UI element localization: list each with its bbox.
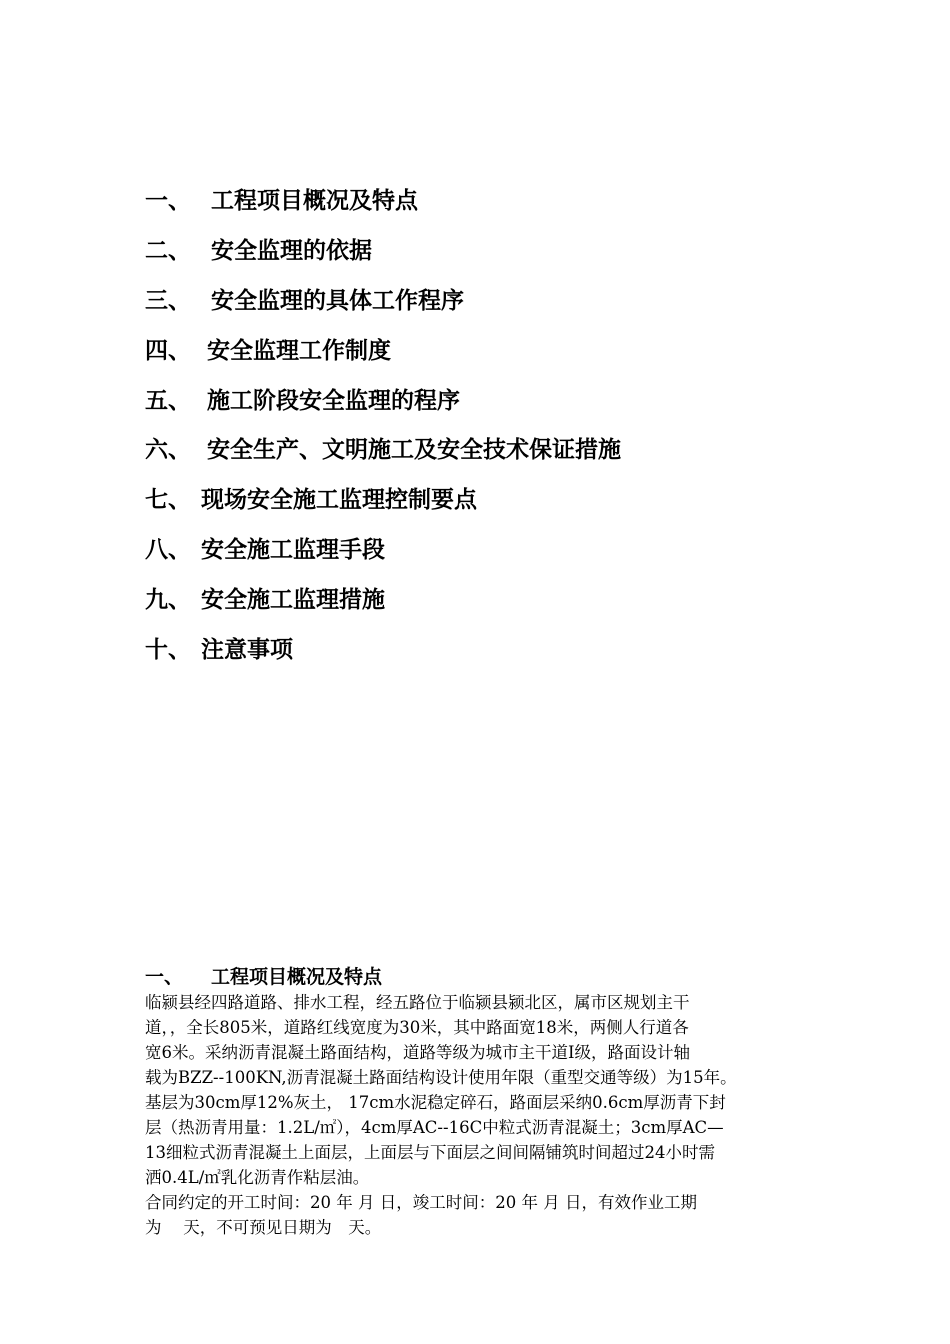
toc-number: 六、: [145, 437, 191, 464]
paragraph-line: 层（热沥青用量：1.2L/㎡），4cm厚AC--16C中粒式沥青混凝土；3cm厚AC—: [145, 1118, 724, 1137]
toc-text: 安全监理的具体工作程序: [211, 287, 464, 314]
paragraph-line: 13细粒式沥青混凝土上面层，上面层与下面层之间间隔铺筑时间超过24小时需: [145, 1143, 715, 1162]
toc-item: [145, 373, 845, 423]
toc-text: 安全监理工作制度: [207, 337, 391, 364]
toc-number: 一、: [145, 188, 191, 215]
section-heading-text: 工程项目概况及特点: [211, 966, 383, 988]
section-project-overview: [145, 964, 825, 1240]
toc-text: 安全监理的依据: [211, 238, 372, 265]
toc-item: [145, 622, 845, 672]
toc-item: [145, 274, 845, 324]
toc-number: 二、: [145, 238, 191, 265]
toc-text: 工程项目概况及特点: [211, 188, 418, 215]
toc-text: 安全生产、文明施工及安全技术保证措施: [207, 437, 621, 464]
toc-text: 安全施工监理手段: [201, 536, 385, 563]
paragraph-line: 为 天，不可预见日期为 天。: [145, 1218, 382, 1237]
toc-item: [145, 224, 845, 274]
section-heading-number: 一、: [145, 966, 184, 988]
paragraph-line: 合同约定的开工时间：20 年 月 日，竣工时间：20 年 月 日，有效作业工期: [145, 1193, 697, 1212]
toc-item: [145, 523, 845, 573]
paragraph-line: 载为BZZ--100KN,沥青混凝土路面结构设计使用年限（重型交通等级）为15年。: [145, 1068, 737, 1087]
toc-number: 八、: [145, 536, 191, 563]
section-heading: [145, 964, 825, 990]
toc-item: [145, 323, 845, 373]
paragraph-line: 道，，全长805米，道路红线宽度为30米，其中路面宽18米，两侧人行道各: [145, 1018, 689, 1037]
toc-number: 四、: [145, 337, 191, 364]
paragraph-line: 宽6米。采纳沥青混凝土路面结构，道路等级为城市主干道Ⅰ级，路面设计轴: [145, 1043, 691, 1062]
contract-schedule-paragraph: [145, 1190, 825, 1240]
toc-number: 十、: [145, 636, 191, 663]
toc-text: 安全施工监理措施: [201, 586, 385, 613]
toc-number: 五、: [145, 387, 191, 414]
paragraph-line: 洒0.4L/㎡乳化沥青作粘层油。: [145, 1168, 370, 1187]
toc-number: 七、: [145, 487, 191, 514]
overview-paragraph: [145, 990, 825, 1190]
toc-item: [145, 473, 845, 523]
toc-text: 现场安全施工监理控制要点: [201, 487, 477, 514]
table-of-contents: [145, 174, 845, 672]
toc-item: [145, 572, 845, 622]
toc-number: 三、: [145, 287, 191, 314]
toc-number: 九、: [145, 586, 191, 613]
toc-text: 施工阶段安全监理的程序: [207, 387, 460, 414]
toc-item: [145, 174, 845, 224]
toc-item: [145, 423, 845, 473]
paragraph-line: 基层为30cm厚12%灰土， 17cm水泥稳定碎石，路面层采纳0.6cm厚沥青下封: [145, 1093, 726, 1112]
toc-text: 注意事项: [201, 636, 293, 663]
paragraph-line: 临颍县经四路道路、排水工程，经五路位于临颍县颍北区，属市区规划主干: [145, 993, 690, 1012]
